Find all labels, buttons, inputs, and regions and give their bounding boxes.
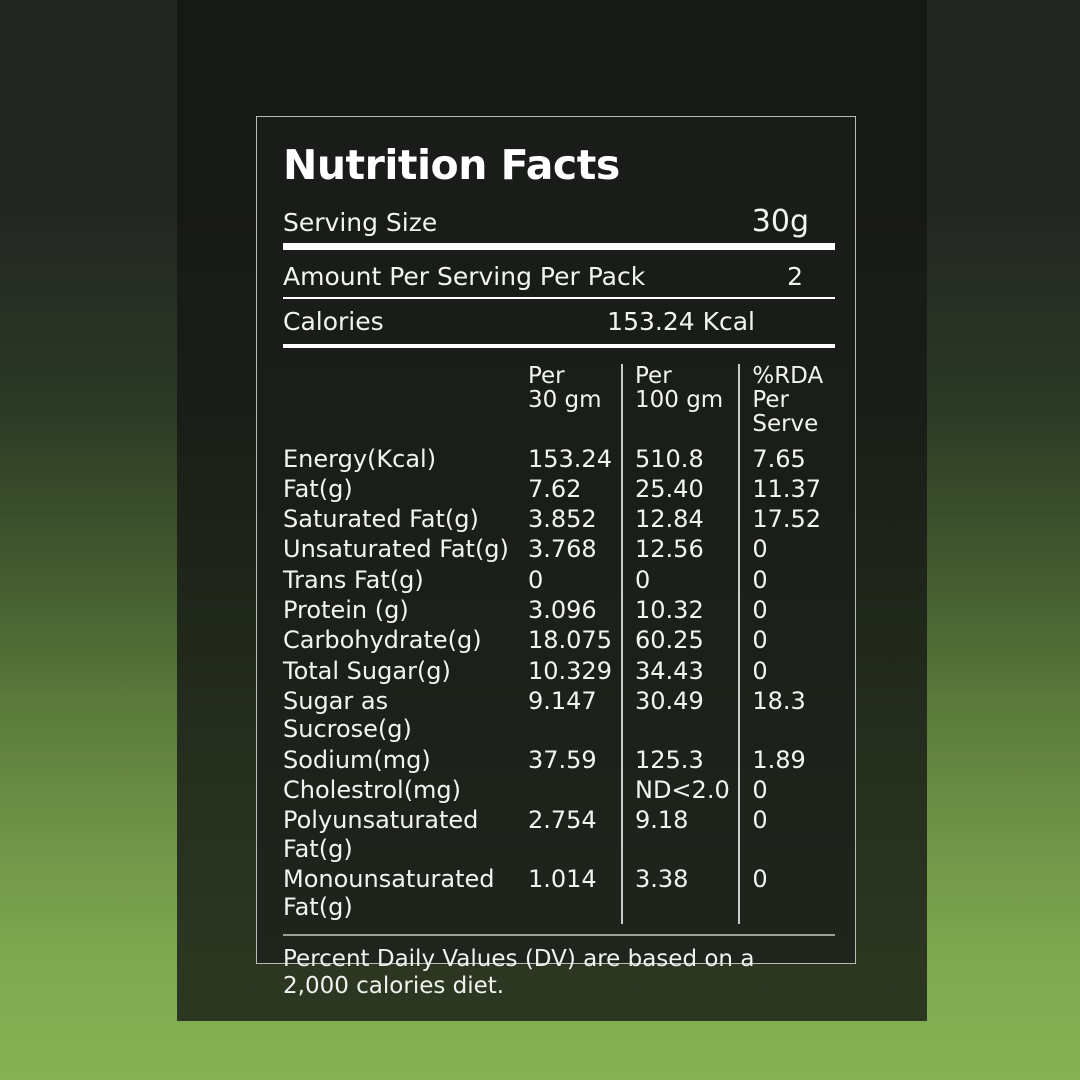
- divider-footnote: [283, 934, 835, 936]
- nutrient-per-100g: 12.56: [622, 535, 739, 565]
- nutrient-per-100g: 125.3: [622, 746, 739, 776]
- nutrient-per-100g: 9.18: [622, 806, 739, 865]
- nutrient-per-serving: 0: [527, 565, 544, 594]
- nutrient-per-serving: 3.096: [527, 596, 597, 625]
- nutrient-per-100g: ND<2.0: [622, 776, 739, 806]
- column-header-per-serving: [518, 364, 622, 444]
- nutrient-rda: 0: [739, 776, 851, 806]
- calories-value: 153.24 Kcal: [607, 307, 755, 337]
- table-row: [283, 865, 851, 924]
- table-row: [283, 535, 851, 565]
- nutrient-per-serving: 153.24: [527, 444, 612, 473]
- nutrient-name: Sugar as Sucrose(g): [283, 687, 412, 744]
- serving-size-value: 30g: [751, 204, 809, 240]
- daily-value-footnote: Percent Daily Values (DV) are based on a 2,000 calories diet.: [283, 945, 755, 1000]
- nutrient-per-serving: 2.754: [527, 806, 597, 835]
- serving-size-row: [283, 194, 835, 241]
- nutrient-name: Monounsaturated Fat(g): [283, 864, 495, 922]
- nutrient-name: Trans Fat(g): [283, 565, 424, 594]
- nutrient-rda: 11.37: [739, 475, 851, 505]
- column-header-rda-line1: %RDA: [752, 363, 824, 390]
- nutrient-per-100g: 510.8: [622, 445, 739, 475]
- column-header-rda: [739, 364, 851, 444]
- nutrient-name: Sodium(mg): [283, 745, 431, 774]
- nutrient-per-serving: 1.014: [527, 864, 597, 893]
- table-row: [283, 566, 851, 596]
- nutrient-per-100g: 34.43: [622, 657, 739, 687]
- calories-row: [283, 299, 835, 340]
- nutrient-rda: 1.89: [739, 746, 851, 776]
- table-row: [283, 687, 851, 746]
- table-row: [283, 626, 851, 656]
- nutrient-per-serving: 18.075: [527, 626, 612, 655]
- nutrient-rda: 18.3: [739, 687, 851, 746]
- column-header-per-100g-line2: 100 gm: [635, 387, 724, 414]
- nutrient-rda: 17.52: [739, 505, 851, 535]
- nutrient-name: Saturated Fat(g): [283, 505, 479, 534]
- nutrient-name: Protein (g): [283, 596, 409, 625]
- nutrient-per-serving: [518, 776, 622, 806]
- divider-thin-bottom: [283, 344, 835, 348]
- nutrient-name: Unsaturated Fat(g): [283, 535, 509, 564]
- nutrient-name: Carbohydrate(g): [283, 626, 482, 655]
- nutrient-name: Fat(g): [283, 474, 353, 503]
- nutrient-per-100g: 25.40: [622, 475, 739, 505]
- nutrient-name: Cholestrol(mg): [283, 775, 462, 804]
- nutrient-name: Total Sugar(g): [283, 656, 451, 685]
- nutrient-per-100g: 30.49: [622, 687, 739, 746]
- nutrient-per-serving: 7.62: [527, 474, 582, 503]
- table-row: [283, 505, 851, 535]
- amount-per-serving-value: 2: [787, 262, 803, 292]
- calories-label: Calories: [283, 307, 384, 337]
- column-header-nutrient: [283, 364, 518, 444]
- nutrient-name: Energy(Kcal): [283, 444, 437, 473]
- page-title: Nutrition Facts: [283, 141, 620, 189]
- nutrient-per-serving: 9.147: [527, 687, 597, 716]
- column-header-rda-line2: Per Serve: [752, 387, 819, 438]
- table-row: [283, 746, 851, 776]
- nutrient-per-100g: 12.84: [622, 505, 739, 535]
- nutrient-per-100g: 3.38: [622, 865, 739, 924]
- nutrient-rda: 0: [739, 626, 851, 656]
- nutrient-rda: 0: [739, 566, 851, 596]
- amount-per-serving-label: Amount Per Serving Per Pack: [283, 262, 646, 292]
- table-row: [283, 596, 851, 626]
- nutrient-per-serving: 3.852: [527, 505, 597, 534]
- column-header-per-serving-line2: 30 gm: [527, 387, 602, 414]
- amount-per-serving-row: [283, 254, 835, 295]
- nutrient-rda: 7.65: [739, 445, 851, 475]
- table-row: [283, 776, 851, 806]
- column-header-per-serving-line1: Per: [527, 363, 565, 390]
- nutrient-per-100g: 0: [622, 566, 739, 596]
- nutrient-rda: 0: [739, 865, 851, 924]
- divider-thick: [283, 243, 835, 250]
- nutrient-rda: 0: [739, 596, 851, 626]
- nutrition-facts-card: [256, 116, 856, 1000]
- nutrient-rda: 0: [739, 806, 851, 865]
- nutrient-per-serving: 10.329: [527, 656, 612, 685]
- nutrient-per-serving: 37.59: [527, 745, 597, 774]
- column-header-per-100g: [622, 364, 739, 444]
- nutrient-per-serving: 3.768: [527, 535, 597, 564]
- table-row: [283, 806, 851, 865]
- table-row: [283, 475, 851, 505]
- table-row: [283, 657, 851, 687]
- serving-size-label: Serving Size: [283, 208, 438, 238]
- nutrient-rda: 0: [739, 657, 851, 687]
- nutrient-name: Polyunsaturated Fat(g): [283, 806, 479, 863]
- column-header-per-100g-line1: Per: [635, 363, 672, 390]
- nutrient-per-100g: 10.32: [622, 596, 739, 626]
- nutrient-per-100g: 60.25: [622, 626, 739, 656]
- nutrient-table: [283, 364, 851, 923]
- table-row: [283, 445, 851, 475]
- table-header-row: [283, 364, 851, 444]
- nutrient-rda: 0: [739, 535, 851, 565]
